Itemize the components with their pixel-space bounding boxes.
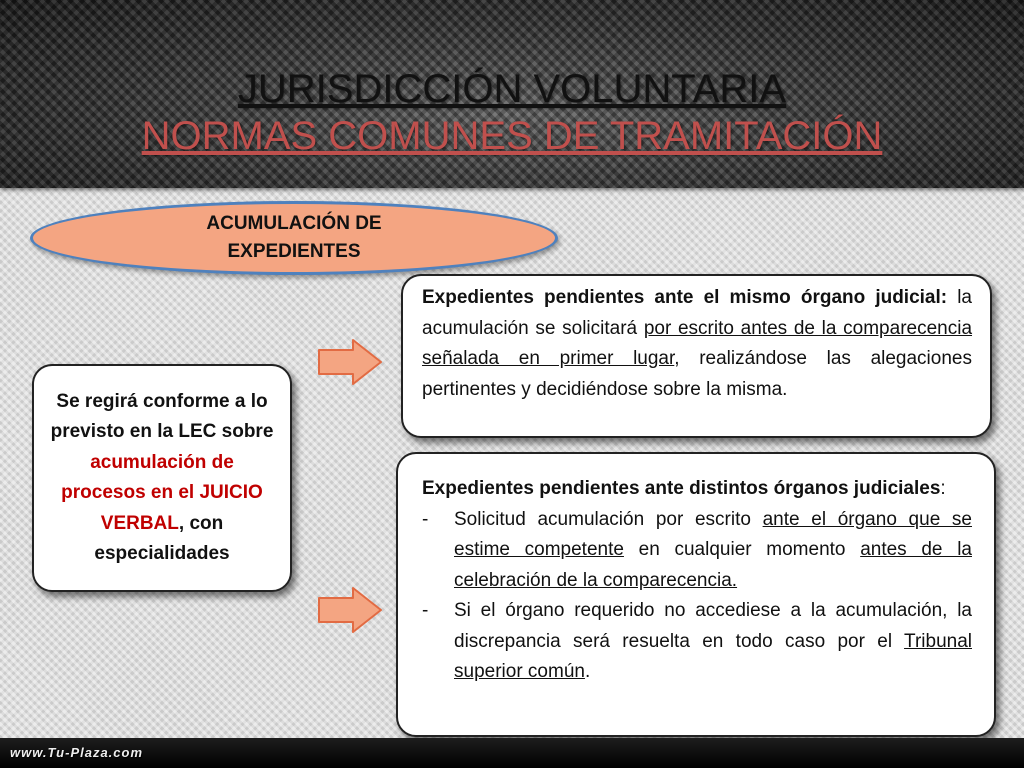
general-rule-box <box>32 364 292 592</box>
title-line-2: NORMAS COMUNES DE TRAMITACIÓN <box>141 114 883 158</box>
title-line-1: JURISDICCIÓN VOLUNTARIA <box>237 67 787 111</box>
bullet-dash: - <box>422 508 429 530</box>
right-arrow-icon <box>317 586 383 634</box>
bullet-1-underlined-2: antes de la celebración de la comparecencia. <box>454 539 972 591</box>
bullet-1-text-1: Solicitud acumulación por escrito <box>454 508 763 530</box>
same-organ-text-1: la acumulación se solicitará <box>422 287 972 339</box>
bullet-1-underlined-1: ante el órgano que se estime competente <box>454 508 972 560</box>
bullet-1-text-2: en cualquier momento <box>623 539 861 560</box>
topic-oval <box>30 201 558 275</box>
footer-bar <box>0 738 1024 768</box>
topic-oval-label: ACUMULACIÓN DE EXPEDIENTES <box>206 213 382 262</box>
bullet-2-text-1: Si el órgano requerido no accediese a la acumulación, la discrepancia será resuelta en todo caso por el <box>454 600 972 652</box>
general-rule-text <box>50 387 274 570</box>
same-organ-heading: Expedientes pendientes ante el mismo órgano judicial: <box>422 287 948 308</box>
header-banner <box>0 0 1024 188</box>
same-organ-text <box>422 283 972 405</box>
bullet-2-underlined-1: Tribunal superior común <box>454 630 972 682</box>
different-organs-box <box>396 452 996 737</box>
same-organ-underlined: por escrito antes de la comparecencia señalada en primer lugar <box>422 317 973 369</box>
general-rule-text-after: , con especialidades <box>94 512 230 564</box>
different-organs-heading-suffix: : <box>940 478 946 499</box>
bullet-2-text-2: . <box>584 661 591 682</box>
footer-logo[interactable]: www.Tu-Plaza.com <box>10 745 144 760</box>
list-item <box>422 596 972 688</box>
different-organs-heading: Expedientes pendientes ante distintos órganos judiciales <box>422 478 941 499</box>
right-arrow-icon <box>317 338 383 386</box>
general-rule-text-before: Se regirá conforme a lo previsto en la LEC sobre <box>50 390 274 442</box>
different-organs-heading-line <box>422 474 972 505</box>
list-item <box>422 505 972 597</box>
bullet-dash: - <box>422 600 429 621</box>
same-organ-box <box>401 274 992 438</box>
same-organ-text-2: , realizándose las alegaciones pertinentes y decidiéndose sobre la misma. <box>422 348 972 400</box>
different-organs-content <box>422 474 972 688</box>
general-rule-highlight: acumulación de procesos en el JUICIO VERBAL <box>61 451 263 534</box>
